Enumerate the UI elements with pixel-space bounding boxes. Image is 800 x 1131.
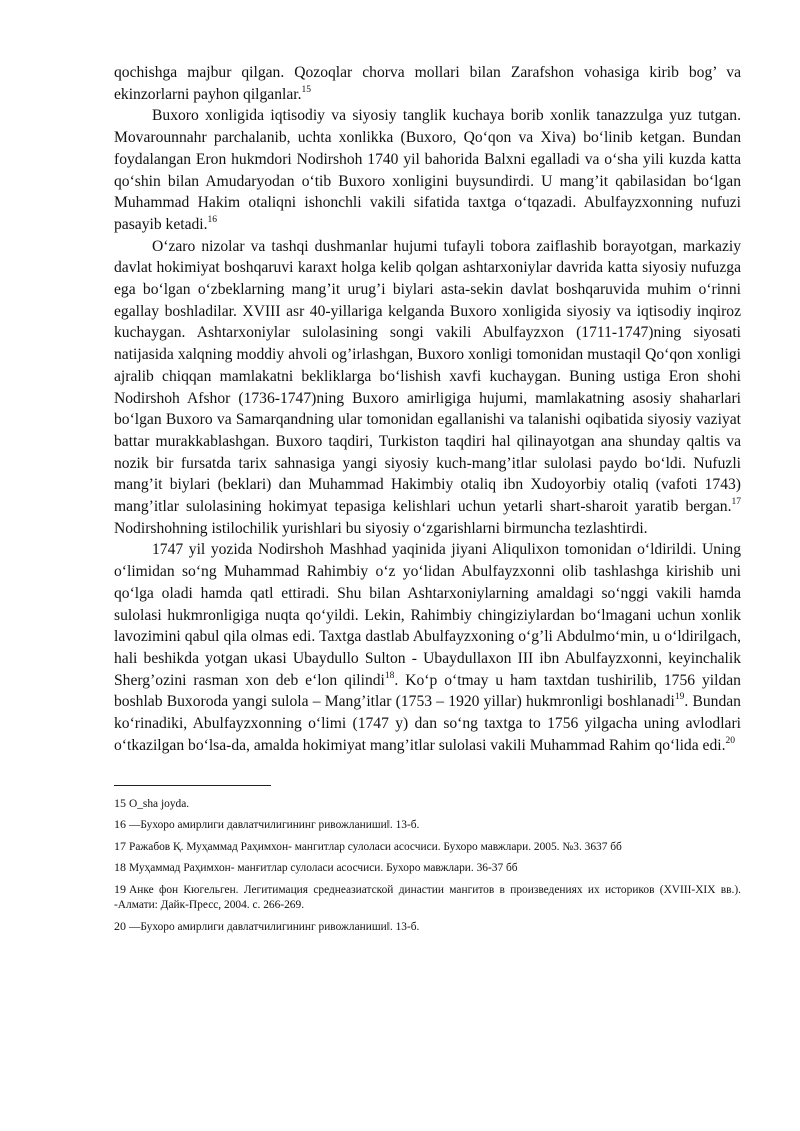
footnote-number: 19 (114, 881, 126, 896)
footnote-number: 17 (114, 838, 126, 853)
footnote-text: ―Бухоро амирлиги давлатчилигининг ривожланиши‖. 13-б. (129, 819, 420, 831)
footnote-text: Муҳаммад Раҳимхон- манғитлар сулоласи асосчиси. Бухоро мавжлари. 36-37 бб (129, 862, 518, 874)
footnote-divider (114, 785, 271, 786)
footnote-number: 16 (114, 817, 126, 831)
footnote-number: 15 (114, 795, 126, 810)
paragraph-1 (114, 62, 741, 105)
footnote-text: Ражабов Қ. Муҳаммад Раҳимхон- мангитлар сулоласи асосчиси. Бухоро мавжлари. 2005. №3. 3637 бб (129, 840, 622, 853)
paragraph-3 (114, 236, 741, 540)
main-text (114, 62, 741, 757)
footnote-17 (114, 839, 741, 856)
paragraph-text: O‘zaro nizolar va tashqi dushmanlar hujumi tufayli tobora zaiflashib borayotgan, markaziy davlat hokimiyat boshqaruvi karaxt holga kelib qolgan ashtarxoniylar davrida katta siyosiy nufuzga ega bo‘lgan o‘zbeklarning mang’it urug’i biylari asta-sekin davlat boshqaruvida muhim o‘rinni egallay boshladilar. XVIII asr 40-yillariga kelganda Buxoro xonligida siyosiy va iqtisodiy inqiroz kuchaygan. Ashtarxoniylar sulolasining songi vakili Abulfayzxon (1711-1747)ning siyosati natijasida xalqning moddiy ahvoli og’irlashgan, Buxoro xonligi tomonidan mustaqil Qo‘qon xonligi ajralib chiqqan mamlakatni bekliklarga bo‘lishish xavfi kuchaygan. Buning ustiga Eron shohi Nodirshoh Afshor (1736-1747)ning Buxoro amirligiga hujumi, mamlakatning asosiy shaharlari bo‘lgan Buxoro va Samarqandning ular tomonidan egallanishi va talanishi oqibatida siyosiy vaziyat battar murakkablashgan. Buxoro taqdiri, Turkiston taqdiri hal qilinayotgan ana shunday qaltis va nozik bir fursatda tarix sahnasiga yangi siyosiy kuch-mang’itlar sulolasi paydo bo‘ldi. Nufuzli mang’it biylari (beklari) dan Muhammad Hakimbiy otaliq ibn Xudoyorbiy otaliq (vafoti 1743) mang’itlar sulolasining hokimyat tepasiga kelishlari uchun yetarli shart-sharoit yaratib bergan. (114, 237, 741, 516)
footnote-20 (114, 919, 741, 936)
document-page (114, 62, 741, 940)
footnote-19 (114, 882, 741, 914)
footnote-ref-17[interactable]: 17 (731, 496, 741, 507)
footnote-number: 20 (114, 918, 126, 933)
footnote-text: Анке фон Кюгельген. Легитимация среднеазиатской династии мангитов в произведениях их историков (XVIII-XIX вв.). -Алмати: Дайк-Пресс, 2004. с. 266-269. (114, 883, 741, 911)
footnote-ref-18[interactable]: 18 (384, 670, 395, 681)
footnote-ref-15[interactable]: 15 (301, 84, 311, 95)
paragraph-text: . Bundan ko‘rinadiki, Abulfayzxonning o‘limi (1747 y) dan so‘ng taxtga to 1756 yilgacha uning avlodlari o‘tkazilgan bo‘lsa-da, amalda hokimiyat mang’itlar sulolasi vakili Muhammad Rahim qo‘lida edi. (114, 693, 741, 754)
footnotes-section (114, 796, 741, 936)
paragraph-text: 1747 yil yozida Nodirshoh Mashhad yaqinida jiyani Aliqulixon tomonidan o‘ldirildi. Uning o‘limidan so‘ng Muhammad Rahimbiy o‘z yo‘lidan Abulfayzxonni olib tashlashga kirishib uni qo‘lga oladi hamda qatl ettiradi. Shu bilan Ashtarxoniylarning amaldagi so‘nggi vakili hamda sulolasi hukmronligiga nuqta qo‘yildi. Lekin, Rahimbiy chingiziylardan bo‘lmagani uchun xonlik lavozimini qabul qila olmas edi. Taxtga dastlab Abulfayzxoning o‘g’li Abdulmo‘min, u o‘ldirilgach, hali beshikda yotgan ukasi Ubaydullo Sulton - Ubaydullaxon III ibn Abulfayzxonni, keyinchalik Sherg’ozini rasman xon deb e‘lon qilindi (114, 541, 741, 689)
footnote-text: ―Бухоро амирлиги давлатчилигининг ривожланиши‖. 13-б. (129, 920, 420, 933)
paragraph-text: Buxoro xonligida iqtisodiy va siyosiy tanglik kuchaya borib xonlik tanazzulga yuz tutgan. Movarounnahr parchalanib, uchta xonlikka (Buxoro, Qo‘qon va Xiva) bo‘linib ketgan. Bundan foydalangan Eron hukmdori Nodirshoh 1740 yil bahorida Balxni egalladi va o‘sha yili kuzda katta qo‘shin bilan Amudaryodan o‘tib Buxoro xonligini buysundirdi. U mang’it qabilasidan bo‘lgan Muhammad Hakim otaliqni ishonchli vakili sifatida taxtga o‘tqazadi. Abulfayzxonning nufuzi pasayib ketadi. (114, 107, 741, 233)
footnote-ref-16[interactable]: 16 (207, 214, 218, 225)
paragraph-text: . Ko‘p o‘tmay u ham taxtdan tushirilib, 1756 yildan boshlab Buxoroda yangi sulola – Mang’itlar (1753 – 1920 yillar) hukmronligi boshlanadi (114, 671, 741, 711)
footnote-ref-19[interactable]: 19 (674, 692, 685, 703)
paragraph-text: Nodirshohning istilochilik yurishlari bu siyosiy o‘zgarishlarni birmuncha tezlashtirdi. (114, 519, 648, 537)
paragraph-4 (114, 539, 741, 756)
footnote-text: O_sha joyda. (129, 797, 190, 810)
footnote-15 (114, 796, 741, 813)
paragraph-text: qochishga majbur qilgan. Qozoqlar chorva mollari bilan Zarafshon vohasiga kirib bog’ va ekinzorlarni payhon qilganlar. (114, 64, 741, 103)
footnote-16 (114, 817, 741, 834)
footnote-number: 18 (114, 860, 126, 874)
footnote-ref-20[interactable]: 20 (725, 735, 735, 746)
paragraph-2 (114, 105, 741, 235)
footnote-18 (114, 860, 741, 877)
